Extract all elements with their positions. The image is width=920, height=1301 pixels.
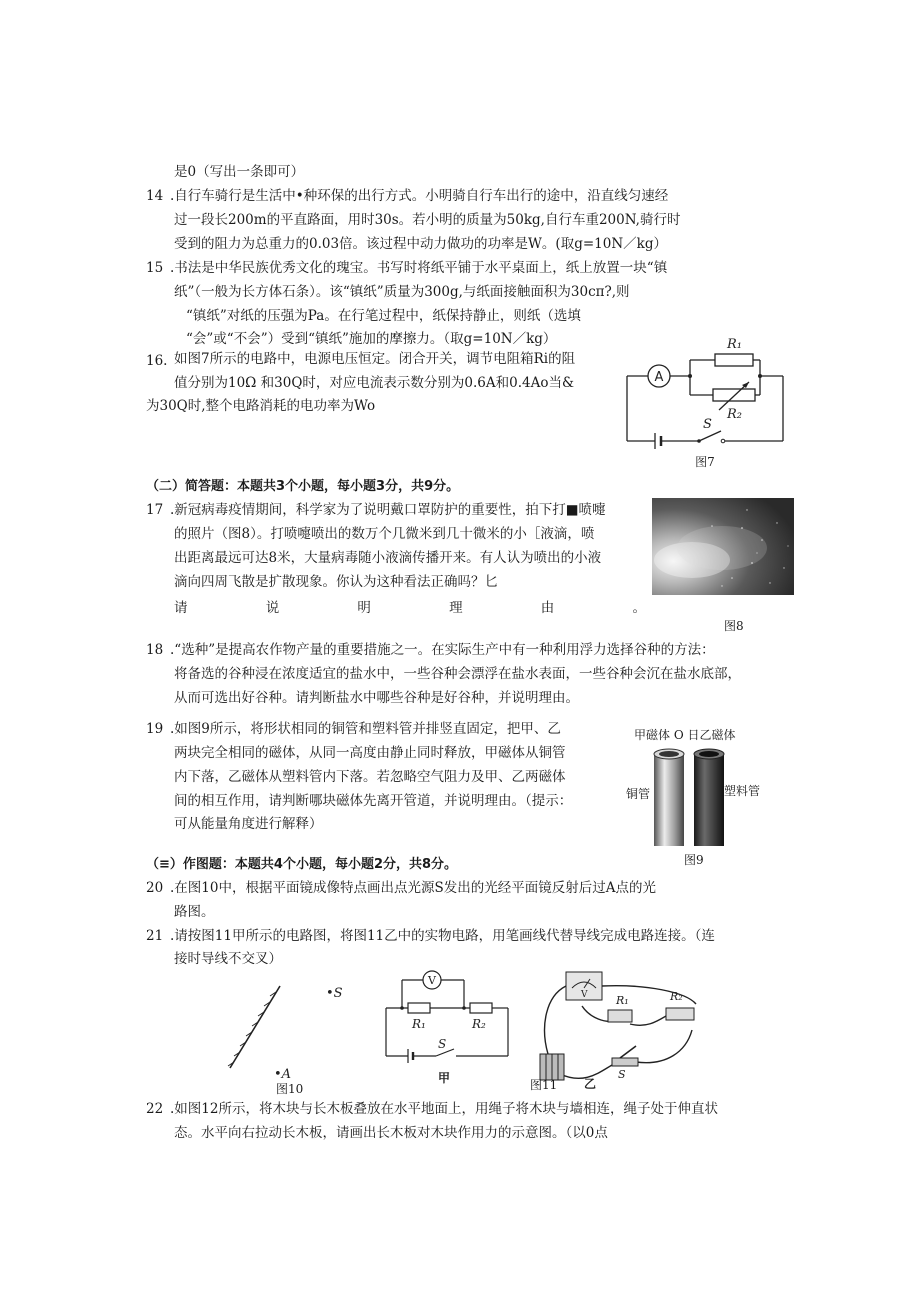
point-a-label: •A bbox=[274, 1067, 292, 1082]
q13-tail: 是0（写出一条即可） bbox=[174, 164, 305, 180]
q16-line-3: 为30Q时,整个电路消耗的电功率为Wo bbox=[146, 398, 376, 414]
figure-9-top-label: 甲磁体 O 日乙磁体 bbox=[634, 728, 736, 742]
figure-7-circuit bbox=[615, 330, 795, 470]
q17-number: 17 bbox=[146, 502, 164, 518]
figure-10-mirror bbox=[220, 978, 360, 1093]
q17-spread-char: 明 bbox=[357, 600, 371, 616]
q15-line-2: 纸”（一般为长方体石条）。该“镇纸”质量为300g,与纸面接触面积为30cπ?,则 bbox=[174, 284, 630, 300]
r2-device bbox=[666, 1008, 694, 1020]
q22-line-1: .如图12所示，将木块与长木板叠放在水平地面上，用绳子将木块与墙相连，绳子处于伸直状 bbox=[170, 1101, 718, 1117]
q14-line-2: 过一段长200m的平直路面，用时30s。若小明的质量为50kg,自行车重200N,骑行时 bbox=[174, 212, 681, 228]
copper-tube bbox=[654, 754, 684, 846]
fig11-r1-label: R₁ bbox=[412, 1017, 426, 1031]
figure-7-caption: 图7 bbox=[695, 455, 715, 469]
q17-spread-line bbox=[174, 596, 646, 616]
figure-11-caption: 图11 bbox=[530, 1078, 558, 1092]
q17-spread-char: 。 bbox=[632, 600, 646, 616]
plastic-tube bbox=[694, 754, 724, 846]
q17-line-4: 滴向四周飞散是扩散现象。你认为这种看法正确吗？匕 bbox=[174, 574, 498, 590]
q15-line-3: “镇纸”对纸的压强为Pa。在行笔过程中，纸保持静止，则纸（选填 bbox=[186, 308, 581, 324]
r2-label: R₂ bbox=[727, 407, 742, 422]
q21-line-2: 接时导线不交叉） bbox=[174, 951, 282, 967]
q14-line-3: 受到的阻力为总重力的0.03倍。该过程中动力做功的功率是W。(取g=10N／kg） bbox=[174, 236, 667, 252]
figure-9-tubes bbox=[648, 748, 761, 850]
figure-8-caption: 图8 bbox=[724, 619, 744, 633]
figure-8-sneeze-photo bbox=[652, 498, 794, 595]
fig11-yi-r2-label: R₂ bbox=[670, 990, 683, 1003]
fig11-r2-label: R₂ bbox=[472, 1017, 486, 1031]
section-3-heading: （≡）作图题：本题共4个小题，每小题2分，共8分。 bbox=[146, 857, 458, 872]
fig11-jia-label: 甲 bbox=[438, 1071, 451, 1085]
switch-device bbox=[612, 1058, 638, 1066]
q19-number: 19 bbox=[146, 721, 164, 737]
q18-number: 18 bbox=[146, 642, 164, 658]
ammeter-label: A bbox=[654, 370, 664, 385]
q19-line-1: .如图9所示，将形状相同的铜管和塑料管并排竖直固定，把甲、乙 bbox=[170, 721, 561, 737]
q15-line-4: “会”或“不会”）受到“镇纸”施加的摩擦力。（取g=10N／kg） bbox=[186, 331, 557, 347]
q19-line-5: 可从能量角度进行解释） bbox=[174, 816, 323, 832]
q16-line-2: 值分别为10Ω 和30Q时，对应电流表示数分别为0.6A和0.4Ao当& bbox=[174, 375, 574, 391]
fig11-yi-r1-label: R₁ bbox=[616, 994, 629, 1007]
q18-line-3: 从而可选出好谷种。请判断盐水中哪些谷种是好谷种，并说明理由。 bbox=[174, 690, 579, 706]
q17-line-1: .新冠病毒疫情期间，科学家为了说明戴口罩防护的重要性，拍下打■喷嚏 bbox=[170, 502, 606, 518]
q15-line-1: .书法是中华民族优秀文化的瑰宝。书写时将纸平铺于水平桌面上，纸上放置一块“镇 bbox=[170, 260, 668, 276]
q22-line-2: 态。水平向右拉动长木板，请画出长木板对木块作用力的示意图。（以0点 bbox=[174, 1125, 608, 1141]
q20-line-2: 路图。 bbox=[174, 904, 215, 920]
q20-line-1: .在图10中，根据平面镜成像特点画出点光源S发出的光经平面镜反射后过A点的光 bbox=[170, 880, 656, 896]
figure-9-caption: 图9 bbox=[684, 853, 704, 867]
q14-line-1: .自行车骑行是生活中•种环保的出行方式。小明骑自行车出行的途中，沿直线匀速经 bbox=[170, 188, 669, 204]
fig11-yi-label: 乙 bbox=[584, 1077, 597, 1090]
q17-spread-char: 说 bbox=[265, 600, 280, 616]
q17-line-3: 出距离最远可达8米，大量病毒随小液滴传播开来。有人认为喷出的小液 bbox=[174, 550, 602, 566]
q19-line-4: 间的相互作用，请判断哪块磁体先离开管道，并说明理由。（提示： bbox=[174, 793, 573, 809]
q14-number: 14 bbox=[146, 188, 164, 204]
fig11-yi-s-label: S bbox=[618, 1068, 626, 1081]
section-2-heading: （二）简答题：本题共3个小题，每小题3分，共9分。 bbox=[146, 479, 460, 494]
q18-line-1: .“选种”是提高农作物产量的重要措施之一。在实际生产中有一种利用浮力选择谷种的方法： bbox=[170, 642, 715, 658]
q20-number: 20 bbox=[146, 880, 164, 896]
q17-spread-char: 理 bbox=[449, 600, 463, 616]
q21-number: 21 bbox=[146, 928, 164, 944]
voltmeter-label: V bbox=[428, 974, 436, 987]
q19-line-3: 内下落，乙磁体从塑料管内下落。若忽略空气阻力及甲、乙两磁体 bbox=[174, 769, 566, 785]
q21-line-1: .请按图11甲所示的电路图，将图11乙中的实物电路，用笔画线代替导线完成电路连接。（连 bbox=[170, 928, 715, 944]
figure-11-jia-circuit bbox=[378, 970, 518, 1088]
q17-line-2: 的照片（图8）。打喷嚏喷出的数万个几微米到几十微米的小［液滴，喷 bbox=[174, 526, 595, 542]
r1-device bbox=[608, 1010, 632, 1022]
fig11-yi-v-label: V bbox=[581, 990, 588, 1000]
figure-9-copper-label: 铜管 bbox=[626, 787, 651, 801]
r1-label: R₁ bbox=[727, 337, 742, 352]
figure-11-yi-physical-circuit bbox=[536, 966, 716, 1090]
q16-line-1: 如图7所示的电路中，电源电压恒定。闭合开关，调节电阻箱Ri的阻 bbox=[174, 351, 576, 367]
point-s-label: •S bbox=[326, 986, 343, 1001]
q18-line-2: 将备选的谷种浸在浓度适宜的盐水中，一些谷种会漂浮在盐水表面，一些谷种会沉在盐水底部， bbox=[174, 666, 741, 682]
q22-number: 22 bbox=[146, 1101, 164, 1117]
figure-10-caption: 图10 bbox=[276, 1082, 304, 1096]
q15-number: 15 bbox=[146, 260, 164, 276]
figure-9-plastic-label: 塑料管 bbox=[724, 784, 761, 798]
q16-number: 16. bbox=[146, 353, 168, 369]
fig11-switch-label: S bbox=[438, 1037, 447, 1051]
q17-spread-char: 请 bbox=[174, 600, 188, 616]
q17-spread-char: 由 bbox=[540, 600, 555, 616]
q19-line-2: 两块完全相同的磁体，从同一高度由静止同时释放，甲磁体从铜管 bbox=[174, 745, 566, 761]
switch-label: S bbox=[703, 417, 712, 432]
